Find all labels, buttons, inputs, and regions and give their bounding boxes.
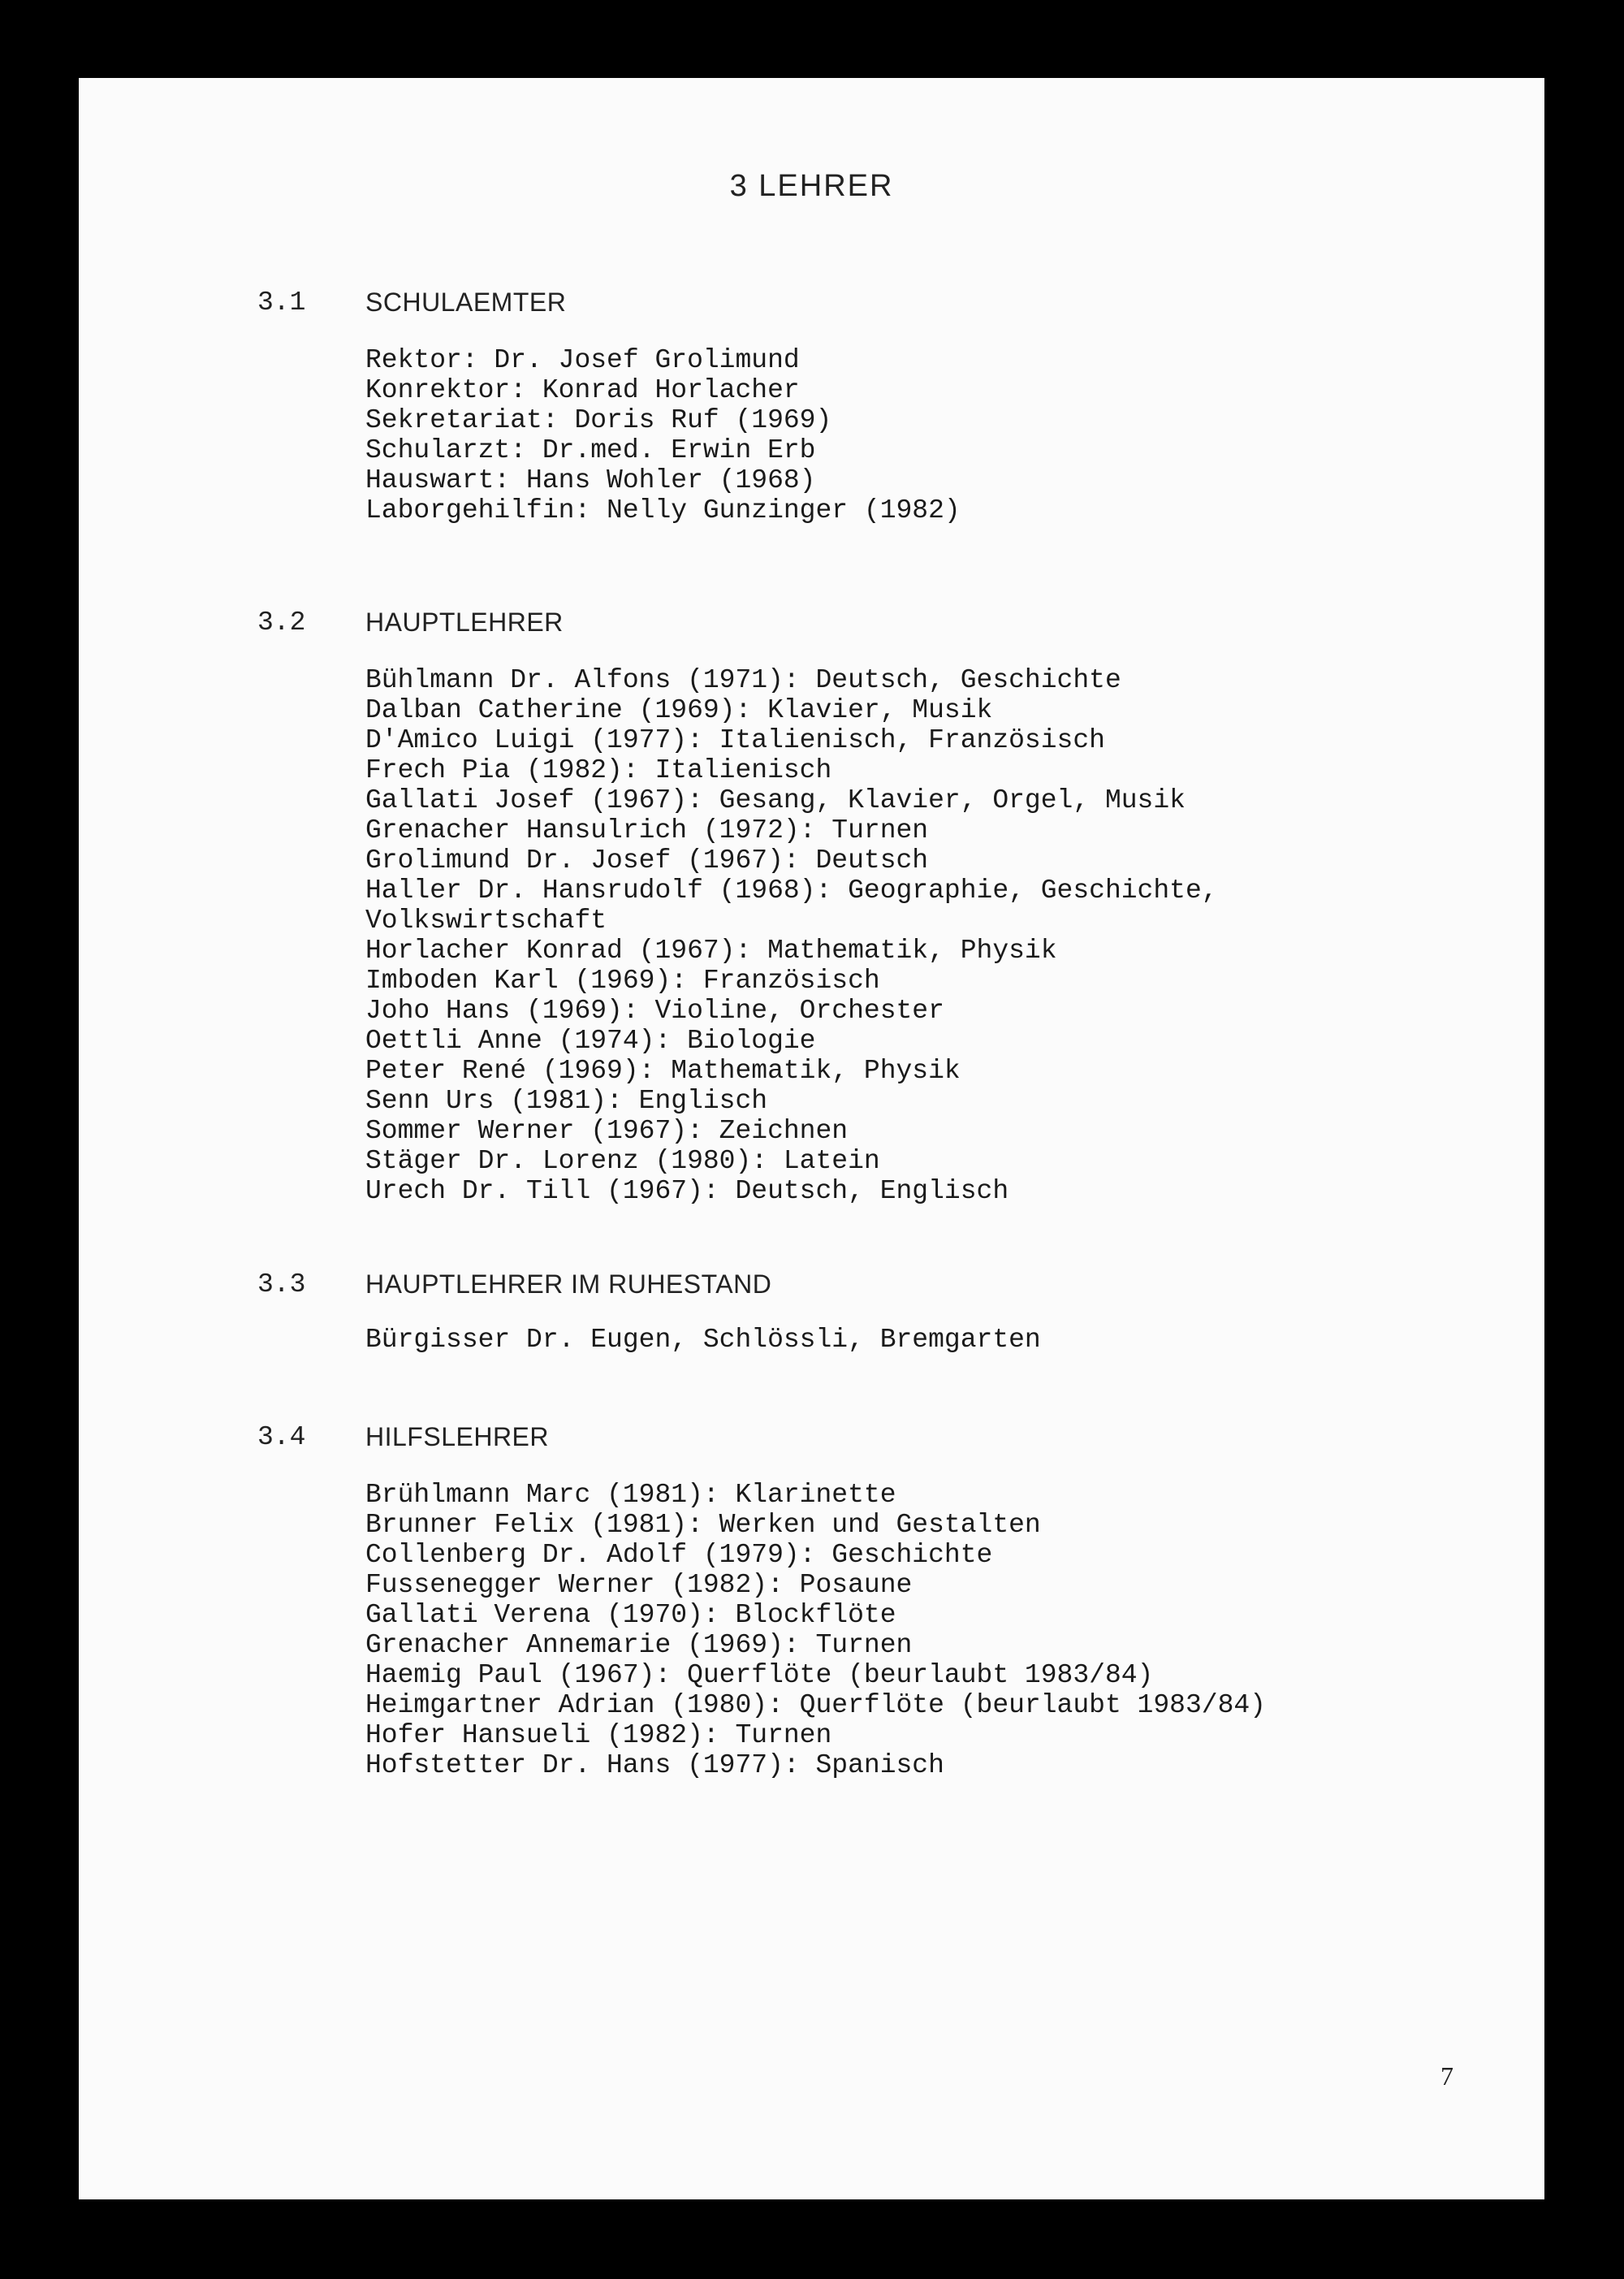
section-title: HAUPTLEHRER (365, 608, 564, 637)
list-item: Brühlmann Marc (1981): Klarinette (365, 1480, 896, 1510)
list-item: Collenberg Dr. Adolf (1979): Geschichte (365, 1540, 993, 1570)
list-item: Gallati Verena (1970): Blockflöte (365, 1600, 896, 1630)
list-item: Senn Urs (1981): Englisch (365, 1086, 768, 1116)
page-number: 7 (1440, 2061, 1453, 2091)
list-item: Fussenegger Werner (1982): Posaune (365, 1570, 913, 1600)
list-item: Dalban Catherine (1969): Klavier, Musik (365, 695, 993, 725)
list-item: Hofstetter Dr. Hans (1977): Spanisch (365, 1750, 944, 1780)
section-title: HAUPTLEHRER IM RUHESTAND (365, 1269, 772, 1299)
list-item: Peter René (1969): Mathematik, Physik (365, 1056, 961, 1086)
list-item: Hofer Hansueli (1982): Turnen (365, 1720, 832, 1750)
list-item: Bühlmann Dr. Alfons (1971): Deutsch, Geschichte (365, 665, 1121, 695)
list-item: Laborgehilfin: Nelly Gunzinger (1982) (365, 495, 961, 525)
list-item: Oettli Anne (1974): Biologie (365, 1026, 816, 1056)
list-item: Schularzt: Dr.med. Erwin Erb (365, 435, 816, 465)
entry-list (365, 1325, 1041, 1355)
list-item: Urech Dr. Till (1967): Deutsch, Englisch (365, 1176, 1009, 1206)
chapter-title: 3 LEHRER (729, 169, 894, 203)
section-number: 3.4 (257, 1422, 306, 1452)
list-item: Haemig Paul (1967): Querflöte (beurlaubt 1983/84) (365, 1660, 1154, 1690)
section-title: SCHULAEMTER (365, 288, 567, 317)
list-item: Frech Pia (1982): Italienisch (365, 755, 832, 785)
list-item: Sommer Werner (1967): Zeichnen (365, 1116, 849, 1146)
list-item: Grenacher Annemarie (1969): Turnen (365, 1630, 913, 1660)
list-item: Grolimund Dr. Josef (1967): Deutsch (365, 845, 929, 876)
list-item: Brunner Felix (1981): Werken und Gestalten (365, 1510, 1041, 1540)
list-item: Gallati Josef (1967): Gesang, Klavier, Orgel, Musik (365, 785, 1186, 815)
entry-list (365, 345, 961, 525)
entry-list (365, 665, 1218, 1206)
section-number: 3.3 (257, 1269, 306, 1300)
list-item: D'Amico Luigi (1977): Italienisch, Französisch (365, 725, 1105, 755)
list-item: Volkswirtschaft (365, 906, 607, 936)
document-page (79, 78, 1544, 2199)
list-item: Bürgisser Dr. Eugen, Schlössli, Bremgarten (365, 1325, 1041, 1355)
list-item: Konrektor: Konrad Horlacher (365, 375, 800, 405)
list-item: Heimgartner Adrian (1980): Querflöte (beurlaubt 1983/84) (365, 1690, 1266, 1720)
section-title: HILFSLEHRER (365, 1422, 549, 1451)
list-item: Joho Hans (1969): Violine, Orchester (365, 996, 944, 1026)
list-item: Hauswart: Hans Wohler (1968) (365, 465, 816, 495)
list-item: Imboden Karl (1969): Französisch (365, 966, 880, 996)
section-number: 3.1 (257, 288, 306, 318)
entry-list (365, 1480, 1266, 1780)
list-item: Stäger Dr. Lorenz (1980): Latein (365, 1146, 880, 1176)
list-item: Rektor: Dr. Josef Grolimund (365, 345, 800, 375)
section-number: 3.2 (257, 608, 306, 638)
list-item: Sekretariat: Doris Ruf (1969) (365, 405, 832, 435)
list-item: Grenacher Hansulrich (1972): Turnen (365, 815, 929, 845)
list-item: Haller Dr. Hansrudolf (1968): Geographie, Geschichte, (365, 876, 1218, 906)
list-item: Horlacher Konrad (1967): Mathematik, Physik (365, 936, 1057, 966)
